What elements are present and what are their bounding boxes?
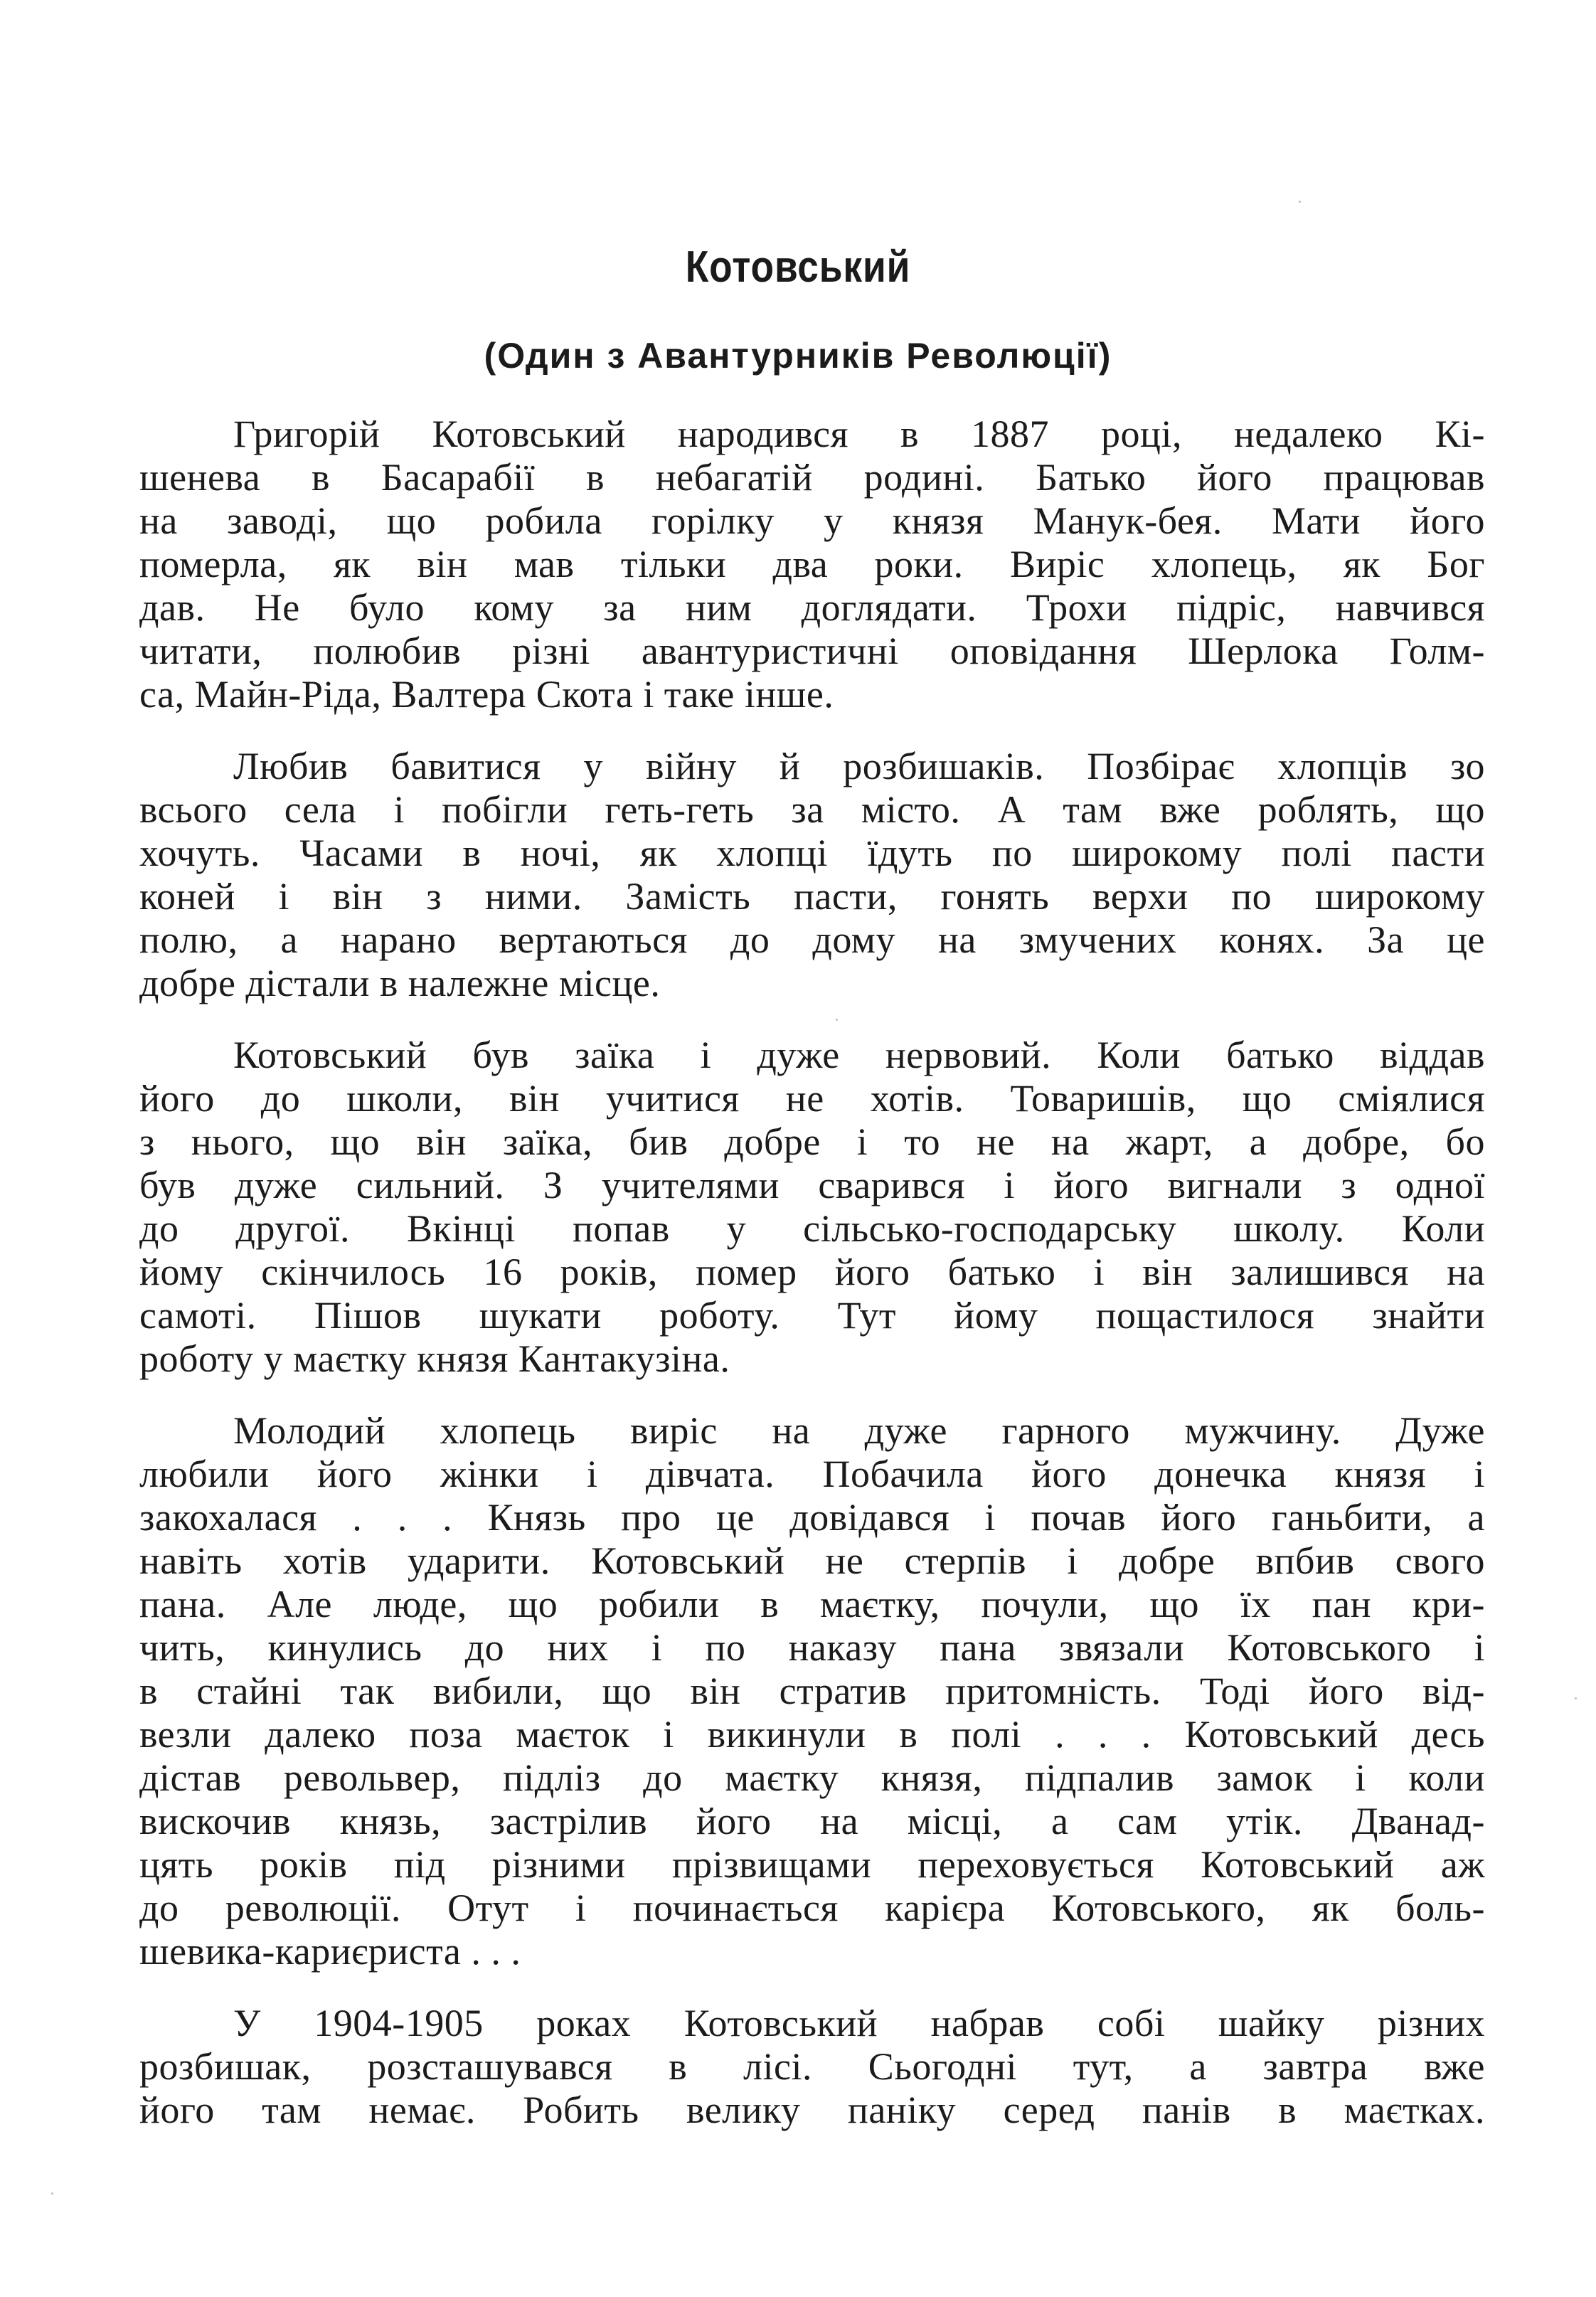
text-line: шенева в Басарабії в небагатій родині. Батько його працював [139,456,1485,499]
text-line: навіть хотів ударити. Котовський не стерпів і добре впбив свого [139,1539,1485,1582]
text-line: Любив бавитися у війну й розбишаків. Позбірає хлопців зо [233,745,1485,787]
text-line: добре дістали в належне місце. [139,962,661,1004]
text-line: полю, а нарано вертаються до дому на змучених конях. За це [139,918,1485,961]
text-line: роботу у маєтку князя Кантакузіна. [139,1337,730,1380]
body-text [139,413,1485,2160]
text-line: в стайні так вибили, що він стратив притомність. Тоді його від- [139,1670,1485,1712]
text-line: шевика-кариєриста . . . [139,1930,521,1973]
text-line: до революції. Отут і починається карієра Котовського, як боль- [139,1887,1485,1929]
text-line: пана. Але люде, що робили в маєтку, почули, що їх пан кри- [139,1583,1485,1625]
text-line: всього села і побігли геть-геть за місто. А там вже роблять, що [139,788,1485,831]
text-line: його там немає. Робить велику паніку серед панів в маєтках. [139,2089,1485,2131]
paragraph [139,2002,1485,2132]
paragraph [139,745,1485,1005]
text-line: везли далеко поза маєток і викинули в полі . . . Котовський десь [139,1713,1485,1756]
paragraph [139,413,1485,716]
text-line: з нього, що він заїка, бив добре і то не на жарт, а добре, бо [139,1120,1485,1163]
text-line: був дуже сильний. З учителями сварився і його вигнали з одної [139,1164,1485,1206]
text-line: розбишак, розсташувався в лісі. Сьогодні тут, а завтра вже [139,2045,1485,2088]
paragraph [139,1034,1485,1381]
text-line: вискочив князь, застрілив його на місці, а сам утік. Дванад- [139,1800,1485,1842]
text-line: хочуть. Часами в ночі, як хлопці їдуть по широкому полі пасти [139,832,1485,874]
paper-speck [836,1019,838,1021]
text-line: Григорій Котовський народився в 1887 році, недалеко Кі- [233,413,1485,455]
text-line: на заводі, що робила горілку у князя Манук-бея. Мати його [139,499,1485,542]
text-line: коней і він з ними. Замість пасти, гонять верхи по широкому [139,875,1485,918]
text-line: цять років під різними прізвищами переховується Котовський аж [139,1843,1485,1886]
paper-speck [1575,1697,1577,1699]
text-line: його до школи, він учитися не хотів. Товаришів, що сміялися [139,1077,1485,1120]
text-line: дав. Не було кому за ним доглядати. Трохи підріс, навчився [139,586,1485,629]
text-line: Котовський був заїка і дуже нервовий. Коли батько віддав [233,1034,1485,1076]
text-line: дістав револьвер, підліз до маєтку князя, підпалив замок і коли [139,1756,1485,1799]
text-line: самоті. Пішов шукати роботу. Тут йому пощастилося знайти [139,1294,1485,1337]
text-line: любили його жінки і дівчата. Побачила його донечка князя і [139,1453,1485,1495]
paragraph [139,1409,1485,1973]
text-line: читати, полюбив різні авантуристичні оповідання Шерлока Голм- [139,630,1485,672]
text-line: чить, кинулись до них і по наказу пана звязали Котовського і [139,1626,1485,1669]
text-line: закохалася . . . Князь про це довідався і почав його ганьбити, а [139,1496,1485,1539]
text-line: Молодий хлопець виріс на дуже гарного мужчину. Дуже [233,1409,1485,1452]
text-line: померла, як він мав тільки два роки. Виріс хлопець, як Бог [139,543,1485,585]
text-line: У 1904-1905 роках Котовський набрав собі шайку різних [233,2002,1485,2044]
paper-speck [51,2192,53,2195]
text-line: йому скінчилось 16 років, помер його батько і він залишився на [139,1251,1485,1293]
document-subtitle: (Один з Авантурників Революції) [484,336,1112,376]
text-line: са, Майн-Ріда, Валтера Скота і таке інше. [139,673,834,716]
text-line: до другої. Вкінці попав у сільсько-господарську школу. Коли [139,1207,1485,1250]
document-title: Котовський [685,243,911,292]
paper-speck [1299,201,1301,203]
